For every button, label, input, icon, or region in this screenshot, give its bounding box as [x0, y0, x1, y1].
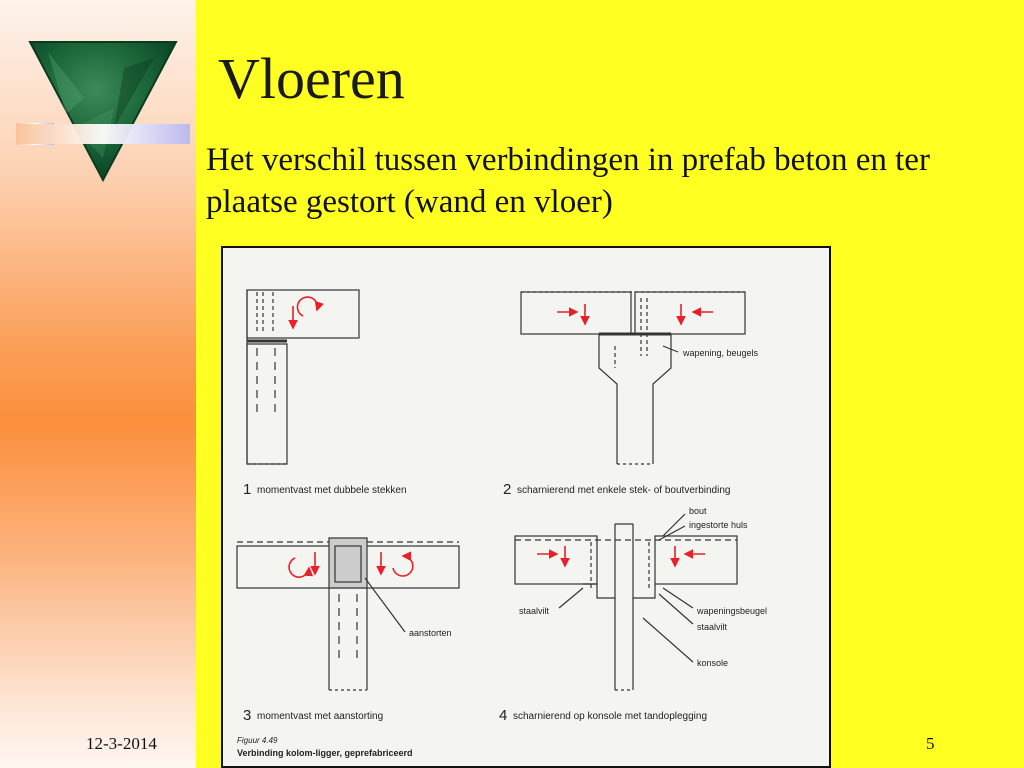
- panel-3-label: momentvast met aanstorting: [257, 711, 384, 722]
- label-wapening: wapening, beugels: [683, 348, 759, 358]
- sidebar-gradient: [0, 0, 196, 768]
- page-number: 5: [926, 734, 935, 753]
- footer-date: 12-3-2014: [86, 734, 157, 753]
- panel-4-label: scharnierend op konsole met tandoplegging: [513, 711, 708, 722]
- force-arrows: [289, 297, 713, 577]
- figure-caption-title: Verbinding kolom-ligger, geprefabriceerd: [237, 748, 413, 758]
- panel-2-drawing: [521, 292, 745, 464]
- slide-subtitle: Het verschil tussen verbindingen in prefab beton en ter plaatse gestort (wand en vloer): [206, 142, 930, 220]
- panel-2-number: 2: [503, 481, 512, 498]
- label-bout: bout: [689, 506, 707, 516]
- panel-3-number: 3: [243, 707, 252, 724]
- label-konsole: konsole: [697, 658, 729, 668]
- panel-4-number: 4: [499, 707, 508, 724]
- panel-1-number: 1: [243, 481, 252, 498]
- connection-diagram-figure: [221, 246, 831, 768]
- label-staalvilt-left: staalvilt: [519, 606, 550, 616]
- label-wapeningsbeugel: wapeningsbeugel: [697, 606, 768, 616]
- panel-3-drawing: [237, 538, 459, 690]
- label-staalvilt-right: staalvilt: [697, 622, 728, 632]
- label-huls: ingestorte huls: [689, 520, 748, 530]
- marble-triangle-logo-icon: [14, 38, 192, 184]
- panel-1-drawing: [247, 290, 359, 464]
- panel-2-label: scharnierend met enkele stek- of boutverbinding: [517, 485, 731, 496]
- panel-1-label: momentvast met dubbele stekken: [257, 485, 407, 496]
- page-title: Vloeren: [218, 46, 405, 111]
- figure-caption-number: Figuur 4.49: [237, 736, 278, 745]
- label-aanstorten: aanstorten: [409, 628, 452, 638]
